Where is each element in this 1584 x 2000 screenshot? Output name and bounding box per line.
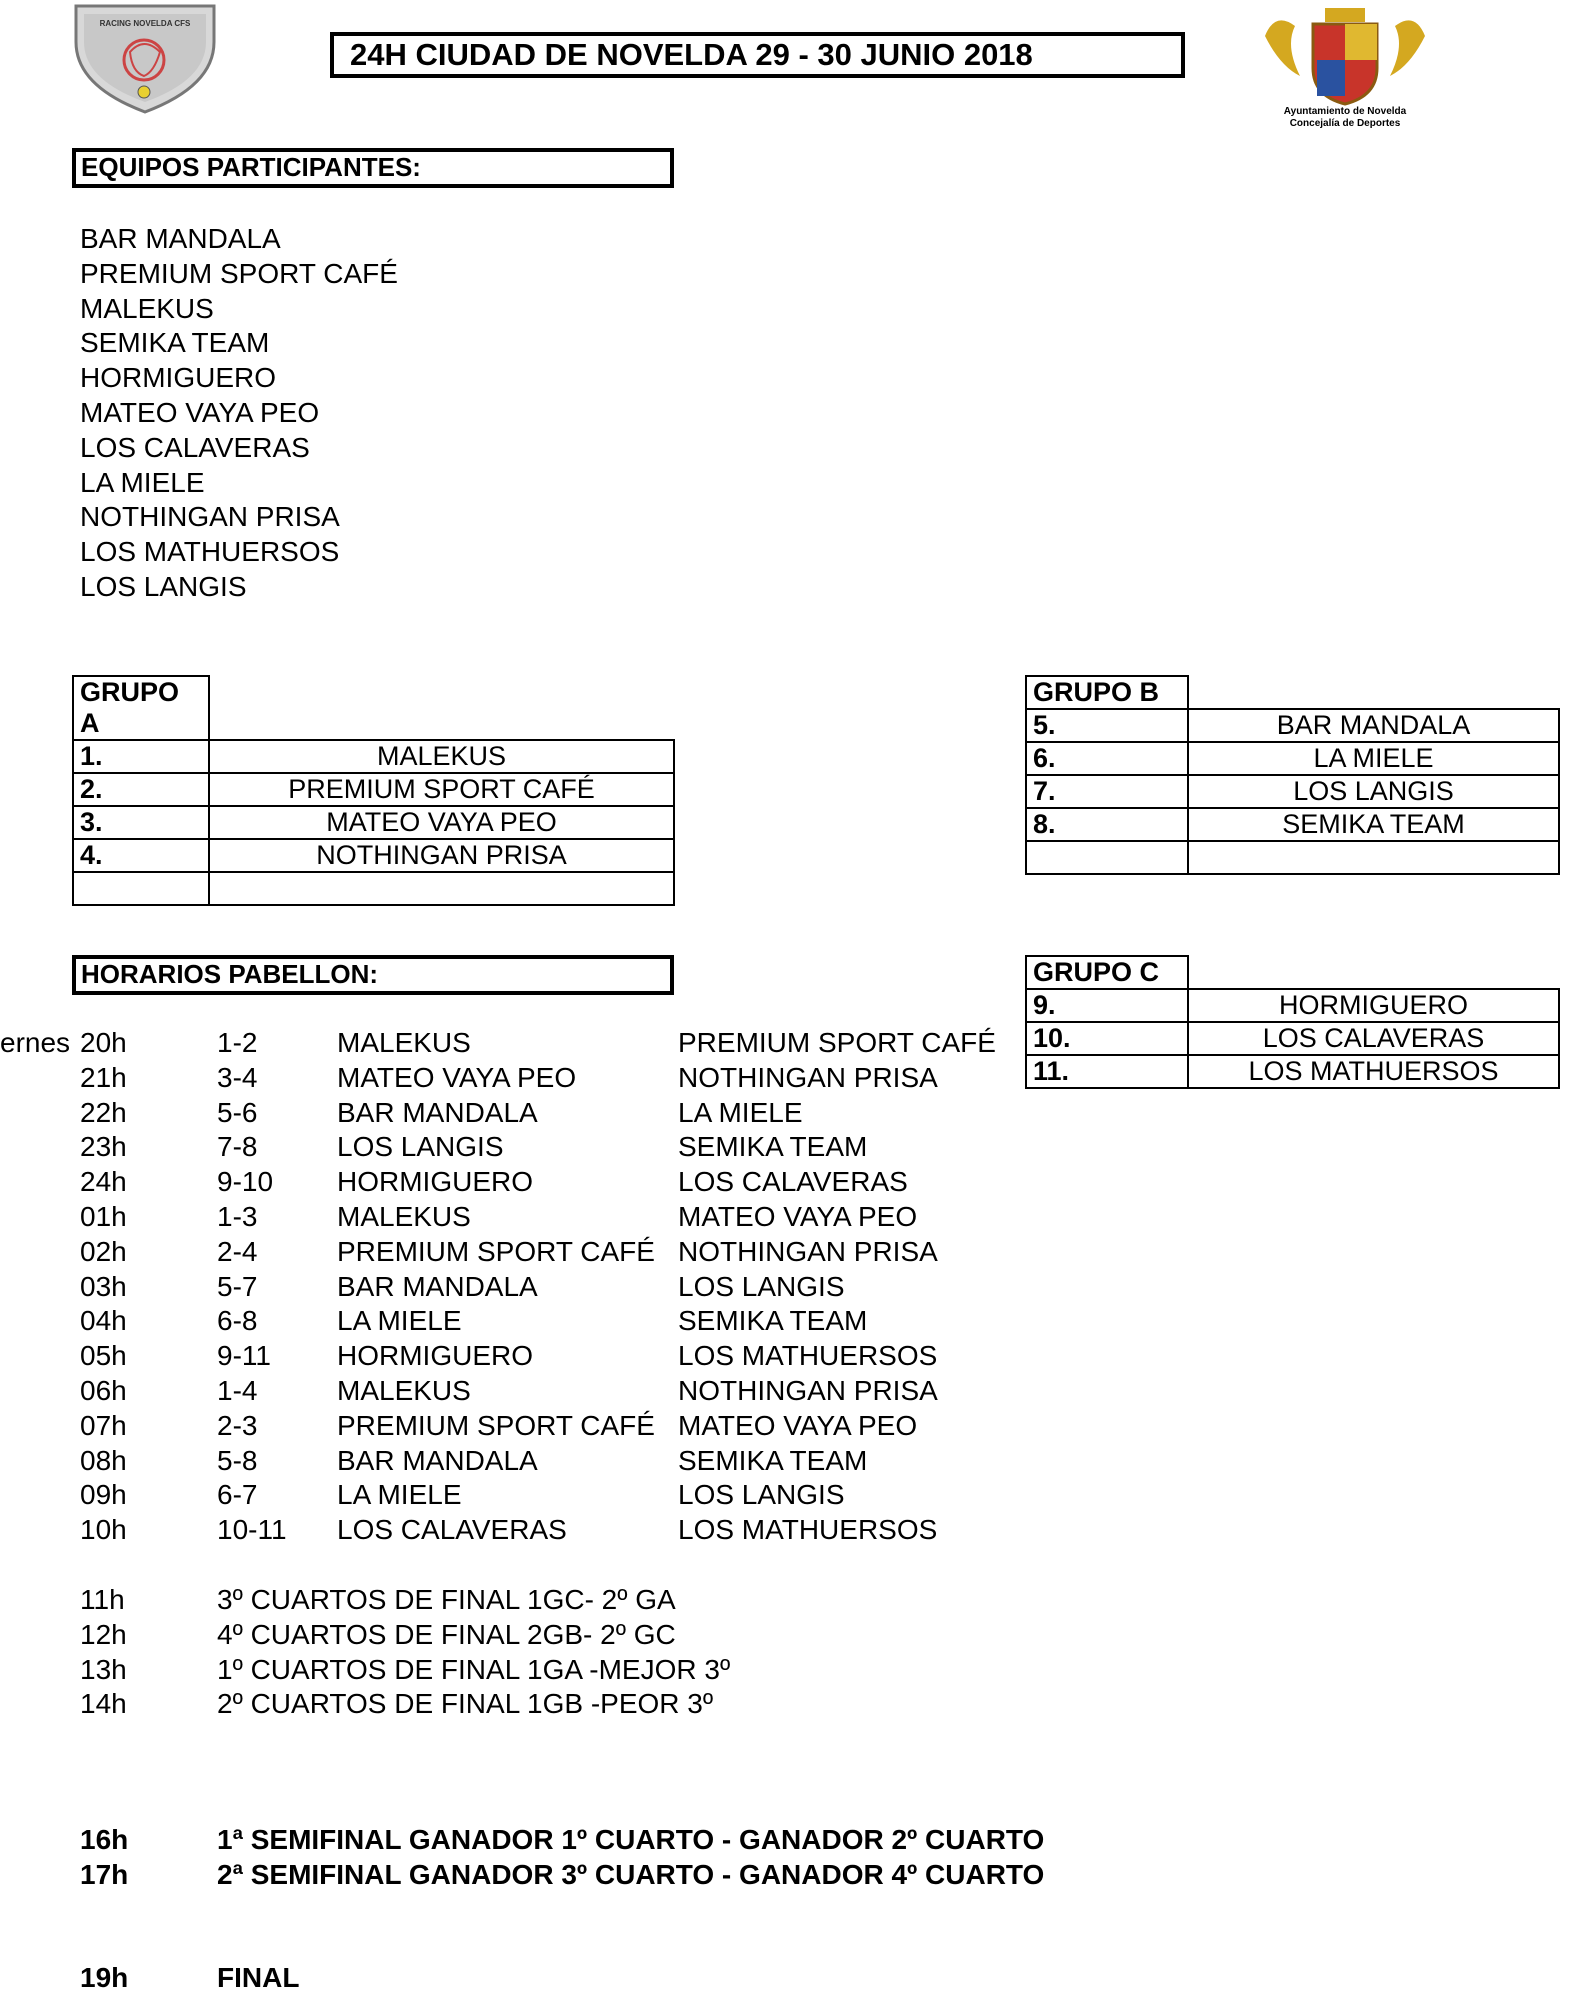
quarter-hour: 12h bbox=[80, 1618, 127, 1650]
match-code: 2-3 bbox=[217, 1409, 258, 1441]
grupo-c-table bbox=[1025, 955, 1560, 1089]
match-hour: 10h bbox=[80, 1514, 127, 1546]
grupo-a-heading: GRUPO A bbox=[73, 676, 209, 740]
match-code: 1-3 bbox=[217, 1201, 258, 1232]
match-home: MALEKUS bbox=[337, 1375, 471, 1406]
match-code: 6-7 bbox=[217, 1479, 258, 1511]
teams-list bbox=[80, 222, 398, 605]
match-away: NOTHINGAN PRISA bbox=[678, 1375, 938, 1406]
table-row: 5. BAR MANDALA bbox=[1026, 709, 1559, 742]
table-row bbox=[73, 872, 674, 905]
equipos-heading bbox=[72, 148, 674, 188]
logo-right-line1: Ayuntamiento de Novelda bbox=[1283, 106, 1407, 117]
team-item: HORMIGUERO bbox=[80, 362, 276, 394]
grupo-c-heading: GRUPO C bbox=[1026, 956, 1188, 989]
equipos-heading-text: EQUIPOS PARTICIPANTES: bbox=[81, 152, 421, 182]
quarter-text: 4º CUARTOS DE FINAL 2GB- 2º GC bbox=[217, 1618, 676, 1650]
quarter-hour: 13h bbox=[80, 1653, 127, 1685]
grupo-b-table bbox=[1025, 675, 1560, 875]
quarter-hour: 14h bbox=[80, 1688, 127, 1720]
match-hour: 05h bbox=[80, 1340, 127, 1372]
match-away: LOS MATHUERSOS bbox=[678, 1340, 938, 1372]
team-item: BAR MANDALA bbox=[80, 223, 281, 254]
match-away: SEMIKA TEAM bbox=[678, 1131, 868, 1163]
match-code: 6-8 bbox=[217, 1305, 258, 1337]
match-code: 5-6 bbox=[217, 1096, 258, 1128]
match-hour: 02h bbox=[80, 1235, 127, 1267]
match-home: BAR MANDALA bbox=[337, 1270, 538, 1302]
semi-text: 1ª SEMIFINAL GANADOR 1º CUARTO - GANADOR 2º CUARTO bbox=[217, 1824, 1045, 1855]
logo-right-line2: Concejalía de Deportes bbox=[1289, 118, 1401, 128]
final-text: FINAL bbox=[217, 1962, 300, 1993]
match-away: LOS LANGIS bbox=[678, 1270, 845, 1302]
match-home: MATEO VAYA PEO bbox=[337, 1061, 577, 1093]
match-away: NOTHINGAN PRISA bbox=[678, 1235, 938, 1267]
match-code: 10-11 bbox=[217, 1514, 287, 1546]
table-row bbox=[1026, 841, 1559, 874]
match-code: 1-4 bbox=[217, 1375, 258, 1406]
match-code: 2-4 bbox=[217, 1235, 258, 1267]
match-code: 3-4 bbox=[217, 1061, 258, 1093]
match-home: PREMIUM SPORT CAFÉ bbox=[337, 1235, 655, 1267]
table-row: 8. SEMIKA TEAM bbox=[1026, 808, 1559, 841]
match-home: LA MIELE bbox=[337, 1479, 462, 1511]
day-label: ernes bbox=[0, 1027, 71, 1058]
table-row: 4. NOTHINGAN PRISA bbox=[73, 839, 674, 872]
match-code: 5-7 bbox=[217, 1270, 258, 1302]
match-code: 5-8 bbox=[217, 1444, 258, 1476]
semi-hour: 16h bbox=[80, 1824, 129, 1855]
semi-hour: 17h bbox=[80, 1858, 129, 1890]
team-item: LOS MATHUERSOS bbox=[80, 536, 340, 568]
match-hour: 08h bbox=[80, 1444, 127, 1476]
match-hour: 04h bbox=[80, 1305, 127, 1337]
match-hour: 01h bbox=[80, 1201, 127, 1232]
match-away: LOS LANGIS bbox=[678, 1479, 845, 1511]
grupo-a-table bbox=[72, 675, 675, 906]
racing-novelda-logo bbox=[72, 2, 218, 114]
quarter-text: 2º CUARTOS DE FINAL 1GB -PEOR 3º bbox=[217, 1688, 714, 1720]
match-hour: 20h bbox=[80, 1027, 127, 1058]
team-item: MATEO VAYA PEO bbox=[80, 396, 320, 428]
team-item: MALEKUS bbox=[80, 292, 214, 324]
table-row: 6. LA MIELE bbox=[1026, 742, 1559, 775]
match-away: PREMIUM SPORT CAFÉ bbox=[678, 1027, 996, 1058]
match-home: LOS LANGIS bbox=[337, 1131, 504, 1163]
team-item: LOS CALAVERAS bbox=[80, 431, 310, 463]
match-code: 1-2 bbox=[217, 1027, 258, 1058]
table-row: 11. LOS MATHUERSOS bbox=[1026, 1055, 1559, 1088]
match-hour: 03h bbox=[80, 1270, 127, 1302]
match-away: MATEO VAYA PEO bbox=[678, 1201, 918, 1232]
page-title-text: 24H CIUDAD DE NOVELDA 29 - 30 JUNIO 2018 bbox=[350, 37, 1033, 72]
team-item: NOTHINGAN PRISA bbox=[80, 501, 340, 533]
match-home: MALEKUS bbox=[337, 1027, 471, 1058]
team-item: LOS LANGIS bbox=[80, 570, 247, 602]
match-home: HORMIGUERO bbox=[337, 1166, 533, 1198]
table-row: 3. MATEO VAYA PEO bbox=[73, 806, 674, 839]
team-item: PREMIUM SPORT CAFÉ bbox=[80, 257, 398, 289]
match-home: BAR MANDALA bbox=[337, 1096, 538, 1128]
match-hour: 09h bbox=[80, 1479, 127, 1511]
match-home: BAR MANDALA bbox=[337, 1444, 538, 1476]
match-home: MALEKUS bbox=[337, 1201, 471, 1232]
match-hour: 24h bbox=[80, 1166, 127, 1198]
page-title bbox=[330, 32, 1185, 78]
quarter-hour: 11h bbox=[80, 1584, 125, 1615]
match-home: LOS CALAVERAS bbox=[337, 1514, 567, 1546]
horarios-heading bbox=[72, 955, 674, 995]
table-row: 7. LOS LANGIS bbox=[1026, 775, 1559, 808]
grupo-b-heading: GRUPO B bbox=[1026, 676, 1188, 709]
match-away: MATEO VAYA PEO bbox=[678, 1409, 918, 1441]
match-away: NOTHINGAN PRISA bbox=[678, 1061, 938, 1093]
match-hour: 07h bbox=[80, 1409, 127, 1441]
match-away: LOS MATHUERSOS bbox=[678, 1514, 938, 1546]
team-item: SEMIKA TEAM bbox=[80, 327, 270, 359]
table-row: 1. MALEKUS bbox=[73, 740, 674, 773]
quarter-text: 1º CUARTOS DE FINAL 1GA -MEJOR 3º bbox=[217, 1653, 731, 1685]
match-hour: 06h bbox=[80, 1375, 127, 1406]
match-hour: 23h bbox=[80, 1131, 127, 1163]
quarter-text: 3º CUARTOS DE FINAL 1GC- 2º GA bbox=[217, 1584, 676, 1615]
table-row: 2. PREMIUM SPORT CAFÉ bbox=[73, 773, 674, 806]
final-hour: 19h bbox=[80, 1962, 129, 1993]
match-home: PREMIUM SPORT CAFÉ bbox=[337, 1409, 655, 1441]
match-hour: 21h bbox=[80, 1061, 127, 1093]
logo-left-text: RACING NOVELDA CFS bbox=[99, 19, 191, 28]
table-row: 10. LOS CALAVERAS bbox=[1026, 1022, 1559, 1055]
match-code: 7-8 bbox=[217, 1131, 258, 1163]
match-home: LA MIELE bbox=[337, 1305, 462, 1337]
table-row: 9. HORMIGUERO bbox=[1026, 989, 1559, 1022]
semi-text: 2ª SEMIFINAL GANADOR 3º CUARTO - GANADOR 4º CUARTO bbox=[217, 1858, 1045, 1890]
match-code: 9-11 bbox=[217, 1340, 271, 1372]
match-away: SEMIKA TEAM bbox=[678, 1305, 868, 1337]
team-item: LA MIELE bbox=[80, 466, 205, 498]
match-code: 9-10 bbox=[217, 1166, 274, 1198]
ayuntamiento-logo bbox=[1255, 6, 1435, 128]
horarios-heading-text: HORARIOS PABELLON: bbox=[81, 959, 379, 989]
match-away: SEMIKA TEAM bbox=[678, 1444, 868, 1476]
match-away: LOS CALAVERAS bbox=[678, 1166, 908, 1198]
match-away: LA MIELE bbox=[678, 1096, 803, 1128]
match-hour: 22h bbox=[80, 1096, 127, 1128]
match-home: HORMIGUERO bbox=[337, 1340, 533, 1372]
